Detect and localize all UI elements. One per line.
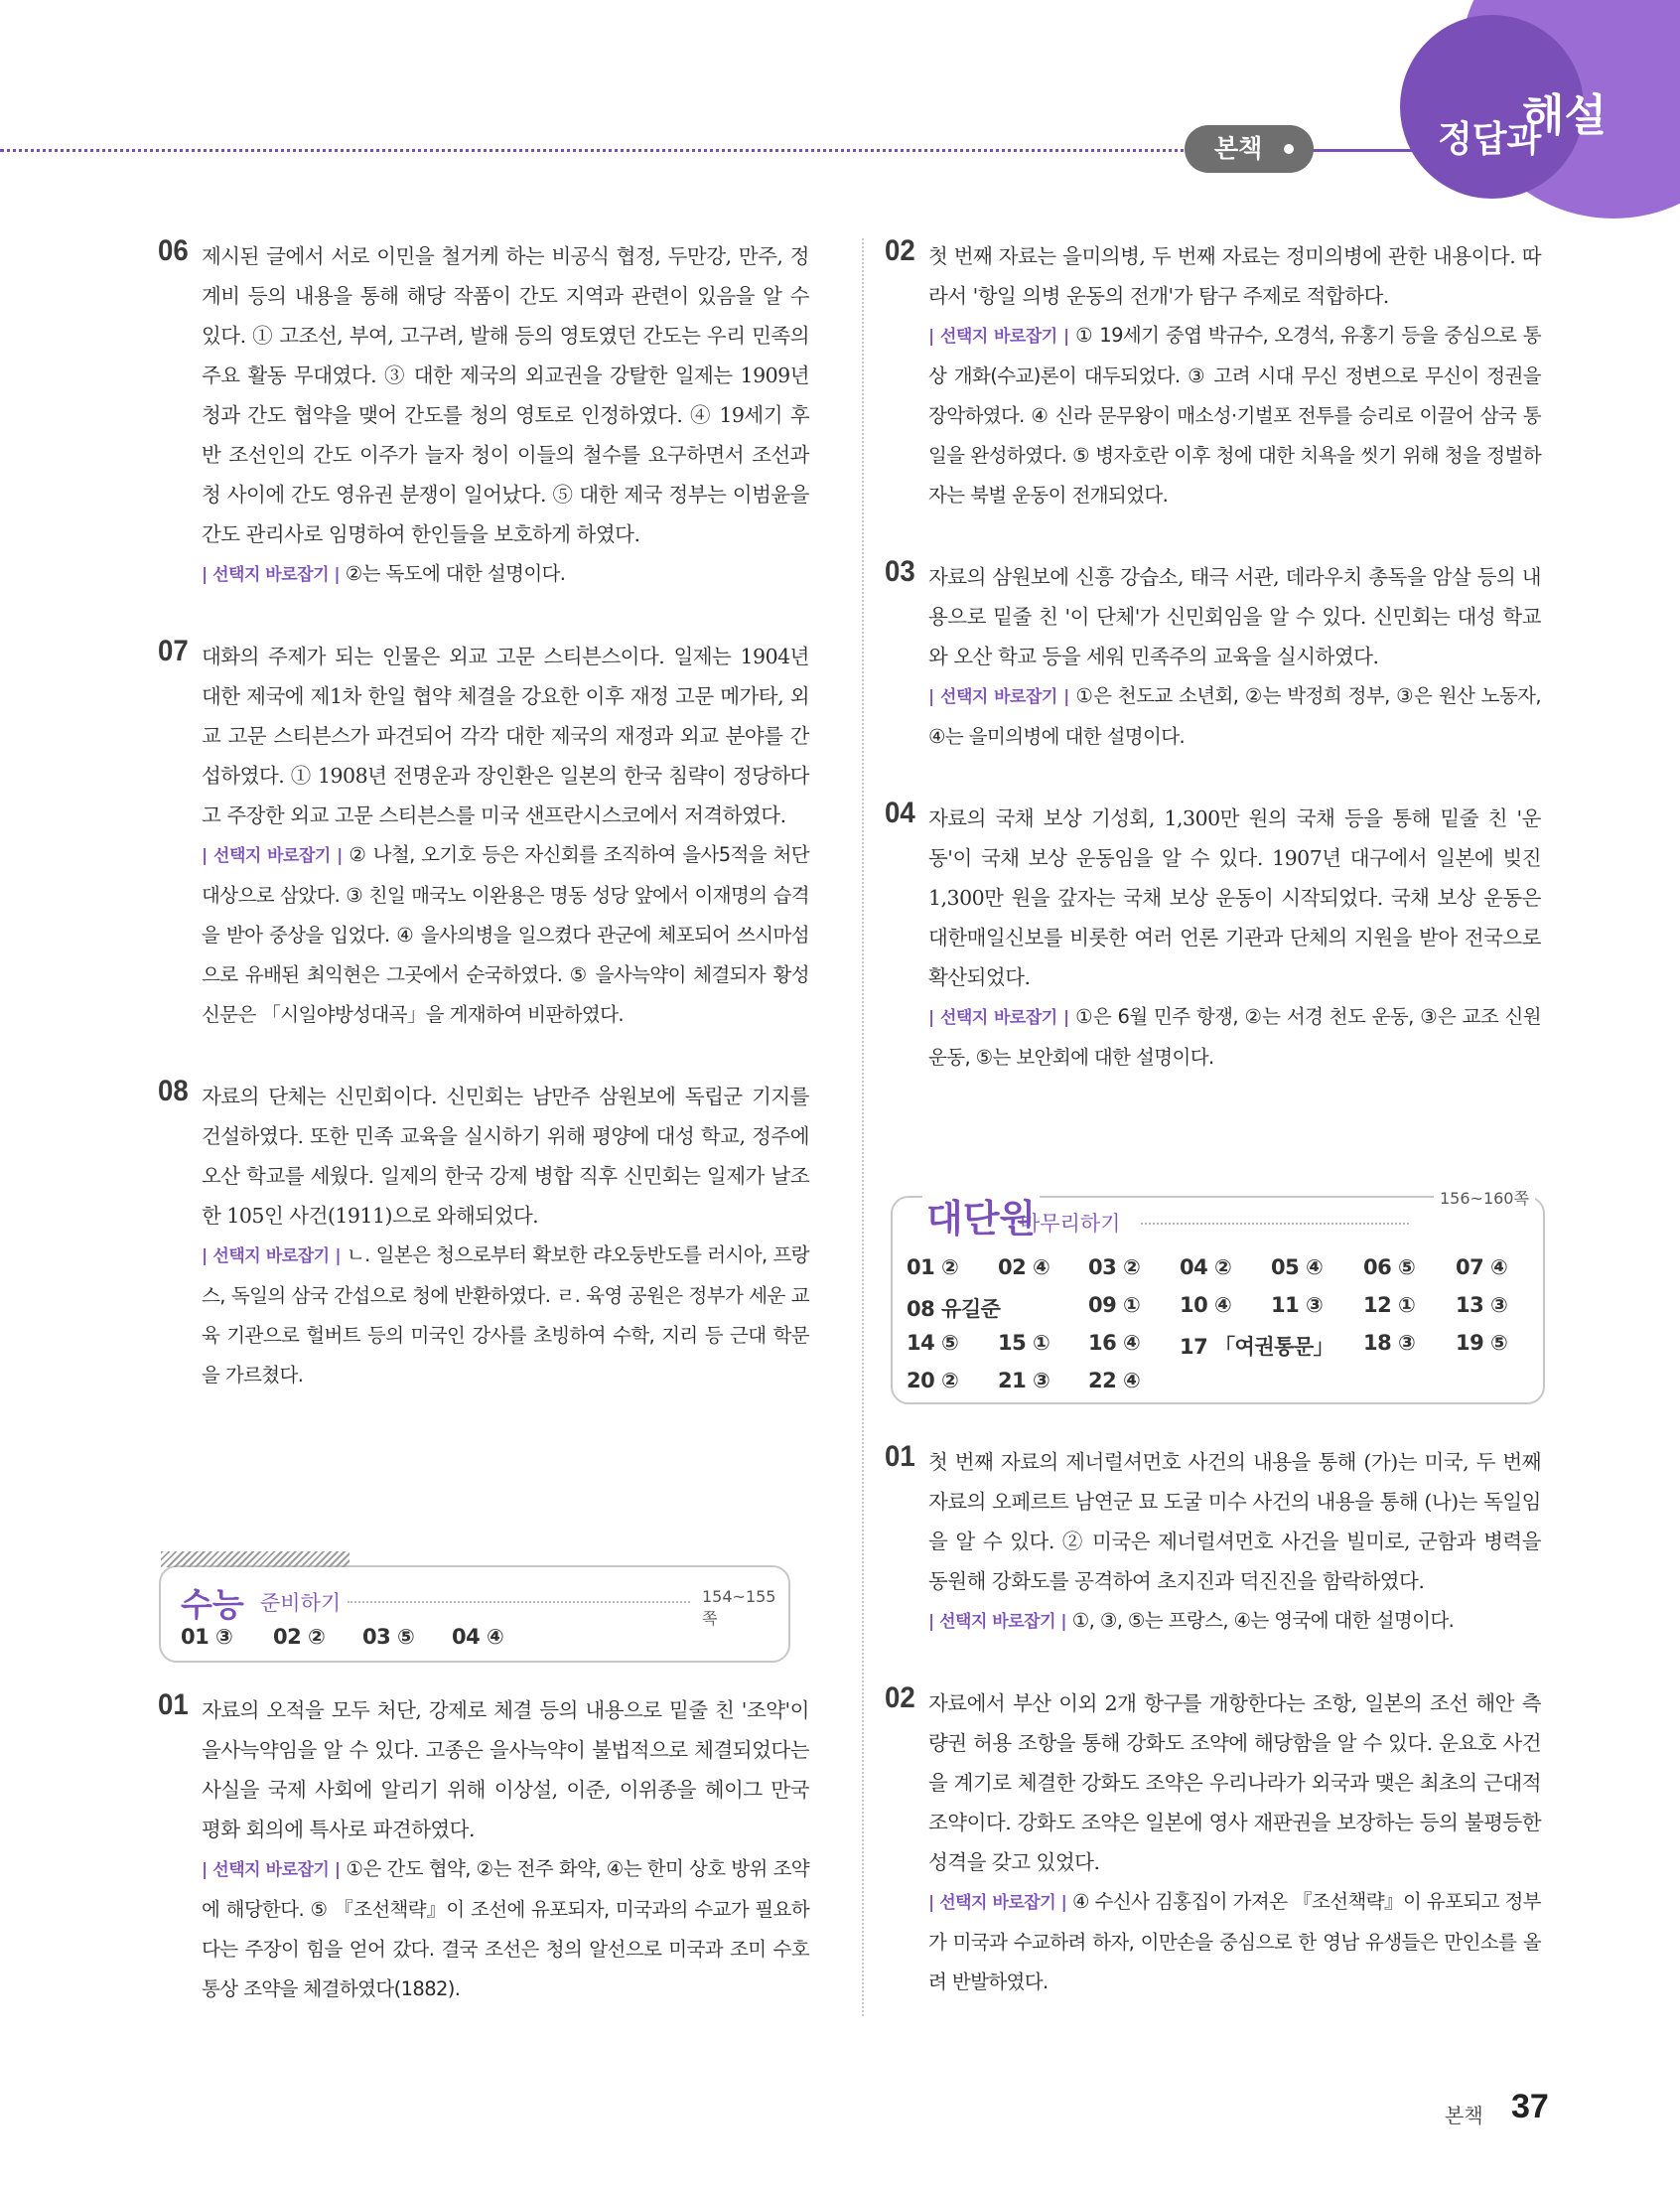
choice-text: ①은 천도교 소년회, ②는 박정희 정부, ③은 원산 노동자, ④는 을미의병에 대한 설명이다. bbox=[928, 684, 1541, 748]
choice-correction bbox=[164, 1849, 809, 2009]
answer-item-07 bbox=[158, 635, 809, 1035]
choice-tag: | 선택지 바로잡기 | bbox=[928, 687, 1069, 707]
answer-cell: 03 ② bbox=[1088, 1255, 1141, 1279]
answer-cell: 10 ④ bbox=[1180, 1293, 1232, 1317]
answer-cell: 05 ④ bbox=[1271, 1255, 1324, 1279]
choice-correction bbox=[891, 997, 1541, 1078]
answer-cell: 08 유길준 bbox=[907, 1297, 1001, 1321]
answer-item-06 bbox=[158, 234, 809, 595]
choice-correction bbox=[164, 1236, 809, 1395]
choice-text: ①은 6월 민주 항쟁, ②는 서경 천도 운동, ③은 교조 신원 운동, ⑤는 보안회에 대한 설명이다. bbox=[928, 1005, 1541, 1069]
box-dotted-line bbox=[1141, 1223, 1409, 1225]
choice-tag: | 선택지 바로잡기 | bbox=[202, 1860, 341, 1880]
answer-cell: 12 ① bbox=[1363, 1293, 1416, 1317]
item-explanation: 자료에서 부산 이외 2개 항구를 개항한다는 조항, 일본의 조선 해안 측량권 허용 조항을 통해 강화도 조약에 해당함을 알 수 있다. 운요호 사건을 계기로 체결한 강화도 조약은 우리나라가 외국과 맺은 최초의 근대적 조약이다. 강화도 조약은 일본에 영사 재판권을 보장하는 등의 불평등한 성격을 갖고 있었다. bbox=[928, 1691, 1541, 1874]
item-number: 06 bbox=[158, 234, 189, 267]
item-number: 07 bbox=[158, 635, 189, 667]
item-explanation: 자료의 국채 보상 기성회, 1,300만 원의 국채 등을 통해 밑줄 친 '운동'이 국채 보상 운동임을 알 수 있다. 1907년 대구에서 일본에 빚진 1,300만 원을 갚자는 국채 보상 운동이 시작되었다. 국채 보상 운동은 대한매일신보를 비롯한 여러 언론 기관과 단체의 지원을 받아 전국으로 확산되었다. bbox=[928, 806, 1541, 989]
choice-text: ④ 수신사 김홍집이 가져온 『조선책략』이 유포되고 정부가 미국과 수교하려 하자, 이만손을 중심으로 한 영남 유생들은 만인소를 올려 반발하였다. bbox=[928, 1890, 1541, 1993]
choice-text: ㄴ. 일본은 청으로부터 확보한 랴오둥반도를 러시아, 프랑스, 독일의 삼국 간섭으로 청에 반환하였다. ㄹ. 육영 공원은 정부가 세운 교육 기관으로 헐버트 등의 미국인 강사를 초빙하여 수학, 지리 등 근대 학문을 가르쳤다. bbox=[202, 1243, 809, 1386]
answer-cell: 01 ② bbox=[907, 1255, 959, 1279]
answer-cell: 15 ① bbox=[998, 1331, 1050, 1355]
answer-cell: 03 ⑤ bbox=[362, 1625, 415, 1649]
answer-cell: 18 ③ bbox=[1363, 1331, 1416, 1355]
choice-tag: | 선택지 바로잡기 | bbox=[928, 1893, 1067, 1913]
item-explanation: 대화의 주제가 되는 인물은 외교 고문 스티븐스이다. 일제는 1904년 대한 제국에 제1차 한일 협약 체결을 강요한 이후 재정 고문 메가타, 외교 고문 스티븐스가 파견되어 각각 대한 제국의 재정과 외교 분야를 간섭하였다. ① 1908년 전명운과 장인환은 일본의 한국 침략이 정당하다고 주장한 외교 고문 스티븐스를 미국 샌프란시스코에서 저격하였다. bbox=[202, 645, 809, 827]
item-explanation: 자료의 오적을 모두 처단, 강제로 체결 등의 내용으로 밑줄 친 '조약'이 을사늑약임을 알 수 있다. 고종은 을사늑약이 불법적으로 체결되었다는 사실을 국제 사회에 알리기 위해 이상설, 이준, 이위종을 헤이그 만국 평화 회의에 특사로 파견하였다. bbox=[202, 1698, 809, 1841]
right-column bbox=[885, 234, 1541, 1119]
choice-text: ② 나철, 오기호 등은 자신회를 조직하여 을사5적을 처단 대상으로 삼았다. ③ 친일 매국노 이완용은 명동 성당 앞에서 이재명의 습격을 받아 중상을 입었다. ④ 을사의병을 일으켰다 관군에 체포되어 쓰시마섬으로 유배된 최익현은 그곳에서 순국하였다. ⑤ 을사늑약이 체결되자 황성신문은 「시일야방성대곡」을 게재하여 비판하였다. bbox=[202, 843, 809, 1026]
answer-cell: 16 ④ bbox=[1088, 1331, 1141, 1355]
column-divider bbox=[862, 238, 864, 2016]
choice-text: ① 19세기 중엽 박규수, 오경석, 유홍기 등을 중심으로 통상 개화(수교)론이 대두되었다. ③ 고려 시대 무신 정변으로 무신이 정권을 장악하였다. ④ 신라 문무왕이 매소성·기벌포 전투를 승리로 이끌어 삼국 통일을 완성하였다. ⑤ 병자호란 이후 청에 대한 치욕을 씻기 위해 청을 정벌하자는 북벌 운동이 전개되었다. bbox=[928, 324, 1541, 507]
answer-cell: 22 ④ bbox=[1088, 1369, 1141, 1392]
choice-correction bbox=[164, 554, 809, 595]
choice-correction bbox=[164, 835, 809, 1035]
section-pill bbox=[1185, 125, 1314, 173]
box-title: 수능 bbox=[181, 1585, 244, 1624]
answer-cell: 09 ① bbox=[1088, 1293, 1141, 1317]
answer-item-04 bbox=[885, 797, 1541, 1078]
page-number: 37 bbox=[1511, 2088, 1549, 2125]
item-explanation: 자료의 단체는 신민회이다. 신민회는 남만주 삼원보에 독립군 기지를 건설하였다. 또한 민족 교육을 실시하기 위해 평양에 대성 학교, 정주에 오산 학교를 세웠다. 일제의 한국 강제 병합 직후 신민회는 일제가 날조한 105인 사건(1911)으로 와해되었다. bbox=[202, 1085, 809, 1228]
item-explanation: 첫 번째 자료는 을미의병, 두 번째 자료는 정미의병에 관한 내용이다. 따라서 '항일 의병 운동의 전개'가 탐구 주제로 적합하다. bbox=[928, 244, 1541, 308]
choice-text: ①, ③, ⑤는 프랑스, ④는 영국에 대한 설명이다. bbox=[1071, 1609, 1455, 1632]
choice-tag: | 선택지 바로잡기 | bbox=[202, 565, 341, 585]
item-number: 01 bbox=[885, 1440, 915, 1473]
answer-item-01-unit bbox=[885, 1440, 1541, 1642]
item-explanation: 자료의 삼원보에 신흥 강습소, 태극 서관, 데라우치 총독을 암살 등의 내용으로 밑줄 친 '이 단체'가 신민회임을 알 수 있다. 신민회는 대성 학교와 오산 학교 등을 세워 민족주의 교육을 실시하였다. bbox=[928, 565, 1541, 668]
left-column bbox=[158, 234, 809, 1437]
choice-text: ①은 간도 협약, ②는 전주 화약, ④는 한미 상호 방위 조약에 해당한다. ⑤ 『조선책략』이 조선에 유포되자, 미국과의 수교가 필요하다는 주장이 힘을 얻어 갔다. 결국 조선은 청의 알선으로 미국과 조미 수호 통상 조약을 체결하였다(1882). bbox=[202, 1857, 809, 2000]
item-number: 04 bbox=[885, 797, 915, 829]
choice-correction bbox=[891, 1882, 1541, 2002]
header-dotted-line bbox=[0, 149, 1191, 152]
choice-correction bbox=[891, 676, 1541, 757]
choice-correction bbox=[891, 316, 1541, 515]
header-title-top: 해설 bbox=[1522, 90, 1608, 141]
box-dotted-line bbox=[348, 1601, 690, 1603]
choice-tag: | 선택지 바로잡기 | bbox=[928, 1008, 1069, 1028]
box-subtitle: 준비하기 bbox=[260, 1591, 342, 1615]
right-column-lower bbox=[885, 1440, 1541, 2044]
item-explanation: 첫 번째 자료의 제너럴셔먼호 사건의 내용을 통해 (가)는 미국, 두 번째 자료의 오페르트 남연군 묘 도굴 미수 사건의 내용을 통해 (나)는 독일임을 알 수 있다. ② 미국은 제너럴셔먼호 사건을 빌미로, 군함과 병력을 동원해 강화도를 공격하여 초지진과 덕진진을 함락하였다. bbox=[928, 1450, 1541, 1593]
footer-label: 본책 bbox=[1445, 2104, 1483, 2127]
answer-cell: 14 ⑤ bbox=[907, 1331, 959, 1355]
box-tab-decoration bbox=[161, 1551, 350, 1567]
item-number: 03 bbox=[885, 555, 915, 588]
answer-cell: 17 「여권통문」 bbox=[1180, 1335, 1334, 1359]
answer-cell: 21 ③ bbox=[998, 1369, 1050, 1392]
answer-cell: 04 ② bbox=[1180, 1255, 1232, 1279]
answer-cell: 19 ⑤ bbox=[1456, 1331, 1508, 1355]
answer-cell: 11 ③ bbox=[1271, 1293, 1324, 1317]
suneung-answer-box bbox=[159, 1565, 790, 1663]
choice-tag: | 선택지 바로잡기 | bbox=[202, 846, 343, 866]
choice-text: ②는 독도에 대한 설명이다. bbox=[345, 562, 566, 585]
box-subtitle: 마무리하기 bbox=[1020, 1212, 1121, 1236]
answer-cell: 02 ④ bbox=[998, 1255, 1050, 1279]
section-pill-label: 본책 bbox=[1214, 134, 1263, 163]
box-page-range: 154~155쪽 bbox=[702, 1587, 776, 1628]
answer-item-08 bbox=[158, 1075, 809, 1395]
answer-item-02 bbox=[885, 234, 1541, 515]
unit-review-answer-box bbox=[891, 1189, 1545, 1404]
choice-tag: | 선택지 바로잡기 | bbox=[202, 1246, 342, 1266]
left-column-lower bbox=[158, 1688, 809, 2051]
pill-dot-icon bbox=[1284, 144, 1294, 154]
answer-cell: 04 ④ bbox=[452, 1625, 504, 1649]
item-number: 01 bbox=[158, 1688, 189, 1721]
header-title-bottom: 정답과 bbox=[1438, 119, 1542, 160]
choice-tag: | 선택지 바로잡기 | bbox=[928, 1612, 1067, 1632]
answer-cell: 13 ③ bbox=[1456, 1293, 1508, 1317]
answer-cell: 06 ⑤ bbox=[1363, 1255, 1416, 1279]
item-number: 02 bbox=[885, 1681, 915, 1714]
choice-tag: | 선택지 바로잡기 | bbox=[928, 327, 1069, 347]
answer-item-02-unit bbox=[885, 1681, 1541, 2002]
item-number: 02 bbox=[885, 234, 915, 267]
answer-cell: 02 ② bbox=[273, 1625, 326, 1649]
box-page-range: 156~160쪽 bbox=[1434, 1186, 1535, 1209]
item-number: 08 bbox=[158, 1075, 189, 1107]
choice-correction bbox=[891, 1601, 1541, 1642]
answer-item-01 bbox=[158, 1688, 809, 2009]
answer-cell: 01 ③ bbox=[181, 1625, 233, 1649]
item-explanation: 제시된 글에서 서로 이민을 철거케 하는 비공식 협정, 두만강, 만주, 정계비 등의 내용을 통해 해당 작품이 간도 지역과 관련이 있음을 알 수 있다. ① 고조선, 부여, 고구려, 발해 등의 영토였던 간도는 우리 민족의 주요 활동 무대였다. ③ 대한 제국의 외교권을 강탈한 일제는 1909년 청과 간도 협약을 맺어 간도를 청의 영토로 인정하였다. ④ 19세기 후반 조선인의 간도 이주가 늘자 청이 이들의 철수를 요구하면서 조선과 청 사이에 간도 영유권 분쟁이 일어났다. ⑤ 대한 제국 정부는 이범윤을 간도 관리사로 임명하여 한인들을 보호하게 하였다. bbox=[202, 244, 809, 546]
answer-cell: 07 ④ bbox=[1456, 1255, 1508, 1279]
answer-item-03 bbox=[885, 555, 1541, 757]
box-title: 대단원 bbox=[922, 1188, 1040, 1242]
answer-cell: 20 ② bbox=[907, 1369, 959, 1392]
